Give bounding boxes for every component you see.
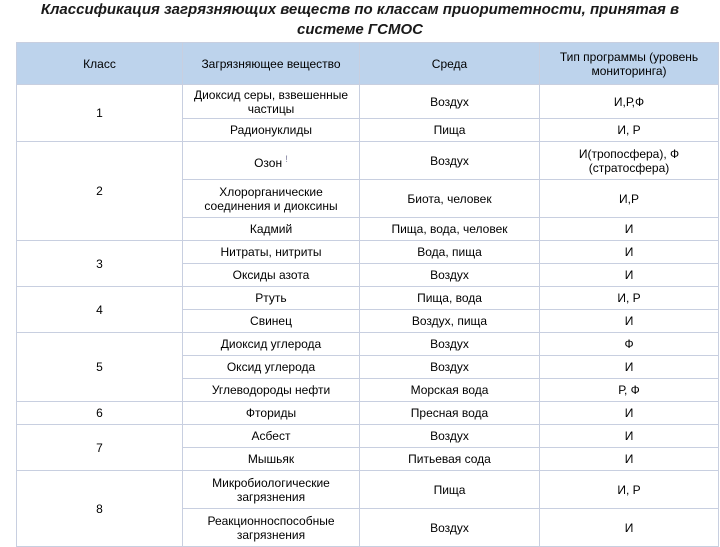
substance-cell: Реакционноспособные загрязнения — [183, 509, 360, 547]
class-cell: 6 — [17, 402, 183, 425]
substance-cell: Мышьяк — [183, 448, 360, 471]
header-class: Класс — [17, 43, 183, 85]
table-row — [17, 402, 719, 425]
program-cell: Р, Ф — [540, 379, 719, 402]
substance-cell: Нитраты, нитриты — [183, 241, 360, 264]
program-cell: И — [540, 356, 719, 379]
substance-cell: Оксиды азота — [183, 264, 360, 287]
class-cell: 1 — [17, 85, 183, 142]
title-line-1: Классификация загрязняющих веществ по классам приоритетности, принятая в — [40, 1, 680, 18]
medium-cell: Пресная вода — [360, 402, 540, 425]
table-title — [0, 0, 720, 42]
program-cell: И — [540, 425, 719, 448]
class-cell: 7 — [17, 425, 183, 471]
table-row — [17, 241, 719, 264]
substance-cell: Микробиологические загрязнения — [183, 471, 360, 509]
medium-cell: Морская вода — [360, 379, 540, 402]
substance-cell: Хлорорганические соединения и диоксины — [183, 180, 360, 218]
medium-cell: Воздух — [360, 264, 540, 287]
class-cell: 8 — [17, 471, 183, 547]
priority-classes-table — [16, 42, 719, 547]
table-row — [17, 425, 719, 448]
medium-cell: Воздух, пища — [360, 310, 540, 333]
medium-cell: Пища — [360, 471, 540, 509]
substance-cell: Оксид углерода — [183, 356, 360, 379]
title-line-2: системе ГСМОС — [297, 21, 423, 38]
program-cell: И — [540, 264, 719, 287]
program-cell: И — [540, 509, 719, 547]
header-medium: Среда — [360, 43, 540, 85]
substance-cell: Радионуклиды — [183, 119, 360, 142]
class-cell: 4 — [17, 287, 183, 333]
footnote-mark: ! — [285, 153, 288, 164]
substance-cell: Диоксид серы, взвешенные частицы — [183, 85, 360, 119]
program-cell: И, Р — [540, 287, 719, 310]
header-substance: Загрязняющее вещество — [183, 43, 360, 85]
substance-cell: Диоксид углерода — [183, 333, 360, 356]
table-row — [17, 85, 719, 119]
program-cell: И, Р — [540, 119, 719, 142]
header-program: Тип программы (уровень мониторинга) — [540, 43, 719, 85]
table-row — [17, 471, 719, 509]
program-cell: И — [540, 448, 719, 471]
medium-cell: Вода, пища — [360, 241, 540, 264]
substance-cell: Ртуть — [183, 287, 360, 310]
medium-cell: Пища, вода — [360, 287, 540, 310]
program-cell: И,Р — [540, 180, 719, 218]
class-cell: 3 — [17, 241, 183, 287]
table-row — [17, 142, 719, 180]
substance-cell: Углеводороды нефти — [183, 379, 360, 402]
table-row — [17, 333, 719, 356]
medium-cell: Воздух — [360, 509, 540, 547]
substance-text: Озон — [254, 155, 283, 170]
program-cell: И, Р — [540, 471, 719, 509]
substance-cell — [183, 142, 360, 180]
program-cell: И,Р,Ф — [540, 85, 719, 119]
substance-cell: Кадмий — [183, 218, 360, 241]
medium-cell: Воздух — [360, 85, 540, 119]
program-cell: И — [540, 402, 719, 425]
medium-cell: Биота, человек — [360, 180, 540, 218]
class-cell: 5 — [17, 333, 183, 402]
medium-cell: Воздух — [360, 425, 540, 448]
medium-cell: Воздух — [360, 356, 540, 379]
medium-cell: Питьевая сода — [360, 448, 540, 471]
medium-cell: Пища, вода, человек — [360, 218, 540, 241]
substance-cell: Фториды — [183, 402, 360, 425]
medium-cell: Воздух — [360, 142, 540, 180]
table-row — [17, 287, 719, 310]
substance-cell: Свинец — [183, 310, 360, 333]
substance-cell: Асбест — [183, 425, 360, 448]
program-cell: И — [540, 218, 719, 241]
medium-cell: Пища — [360, 119, 540, 142]
medium-cell: Воздух — [360, 333, 540, 356]
program-cell: И — [540, 310, 719, 333]
program-cell: И — [540, 241, 719, 264]
program-cell: Ф — [540, 333, 719, 356]
program-cell: И(тропосфера), Ф (стратосфера) — [540, 142, 719, 180]
class-cell: 2 — [17, 142, 183, 241]
header-row — [17, 43, 719, 85]
